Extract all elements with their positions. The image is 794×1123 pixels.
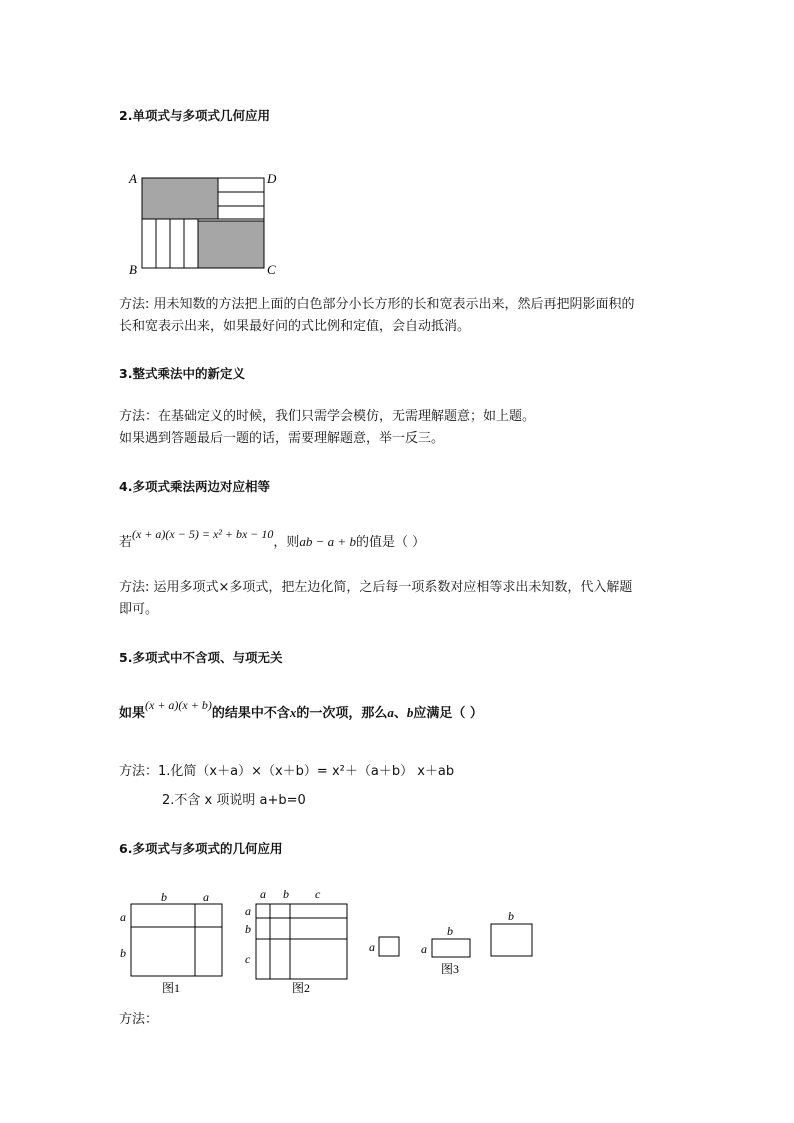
- figure-2: [245, 887, 347, 995]
- section-2-title: 2.单项式与多项式几何应用: [119, 108, 270, 123]
- question-x: x: [289, 705, 297, 720]
- fig1-top-b: b: [161, 890, 167, 904]
- question-suffix-2: 的一次项，那么: [296, 706, 388, 721]
- fig2-top-b: b: [283, 887, 289, 901]
- section-5-title: 5.多项式中不含项、与项无关: [119, 650, 283, 665]
- section-4-method-line1: 方法: 运用多项式×多项式，把左边化简，之后每一项系数对应相等求出未知数，代入解题: [119, 580, 633, 595]
- question-formula: (x + a)(x + b): [145, 698, 212, 712]
- fig2-top-a: a: [260, 887, 266, 901]
- section-4-method-line2: 即可。: [119, 602, 159, 617]
- rectangle-abcd-diagram: [126, 170, 286, 278]
- question-suffix-1: 的结果中不含: [211, 706, 290, 721]
- section-3-line1: 方法：在基础定义的时候，我们只需学会模仿，无需理解题意；如上题。: [119, 409, 536, 424]
- section-3-line2: 如果遇到答题最后一题的话，需要理解题意，举一反三。: [119, 431, 445, 446]
- question-prefix: 如果: [119, 706, 146, 721]
- method-step2: 2.不含 x 项说明 a+b=0: [162, 793, 306, 808]
- question-suffix-3: 应满足（ ）: [413, 706, 483, 721]
- question-expression: ab − a + b: [299, 534, 356, 549]
- section-5-question: [119, 698, 483, 729]
- section-2-method-line2: 长和宽表示出来，如果最好问的式比例和定值，会自动抵消。: [119, 319, 471, 334]
- fig3-caption: 图3: [441, 962, 460, 976]
- label-d: D: [267, 171, 277, 186]
- fig1-caption: 图1: [162, 981, 181, 995]
- label-b: B: [129, 262, 137, 277]
- question-b: b: [406, 705, 414, 720]
- method-label: 方法：: [119, 764, 159, 779]
- fig1-left-b: b: [120, 946, 126, 960]
- section-6-method-label: 方法：: [119, 1012, 159, 1027]
- question-a: a: [387, 705, 394, 720]
- fig3-rect-a: a: [421, 942, 427, 956]
- fig3-rect-b: b: [447, 924, 453, 938]
- section-4-title: 4.多项式乘法两边对应相等: [119, 479, 270, 494]
- section-5-method: [119, 761, 454, 783]
- figure-1: [120, 890, 222, 995]
- figure-3: [369, 909, 532, 976]
- fig2-top-c: c: [315, 887, 321, 901]
- section-6-figures: [114, 884, 544, 1002]
- label-c: C: [267, 262, 276, 277]
- section-2-method-line1: 方法: 用未知数的方法把上面的白色部分小长方形的长和宽表示出来，然后再把阴影面积的: [119, 297, 635, 312]
- question-mid: ，则: [273, 535, 300, 550]
- section-3-title: 3.整式乘法中的新定义: [119, 366, 245, 381]
- label-a: A: [129, 171, 137, 186]
- fig2-left-c: c: [245, 952, 251, 966]
- fig2-caption: 图2: [292, 981, 311, 995]
- question-formula: (x + a)(x − 5) = x² + bx − 10: [132, 527, 274, 541]
- fig2-left-b: b: [245, 922, 251, 936]
- question-sep: 、: [393, 706, 407, 721]
- section-4-question: [119, 527, 425, 558]
- fig2-left-a: a: [245, 904, 251, 918]
- fig3-big-b: b: [508, 909, 514, 923]
- fig3-square-a: a: [369, 940, 375, 954]
- fig1-left-a: a: [120, 910, 126, 924]
- method-step1: 1.化简（x＋a）×（x＋b）= x²＋（a＋b） x＋ab: [158, 764, 455, 779]
- section-6-title: 6.多项式与多项式的几何应用: [119, 841, 283, 856]
- question-prefix: 若: [119, 535, 133, 550]
- fig1-top-a: a: [203, 890, 209, 904]
- question-suffix: 的值是（ ）: [355, 535, 426, 550]
